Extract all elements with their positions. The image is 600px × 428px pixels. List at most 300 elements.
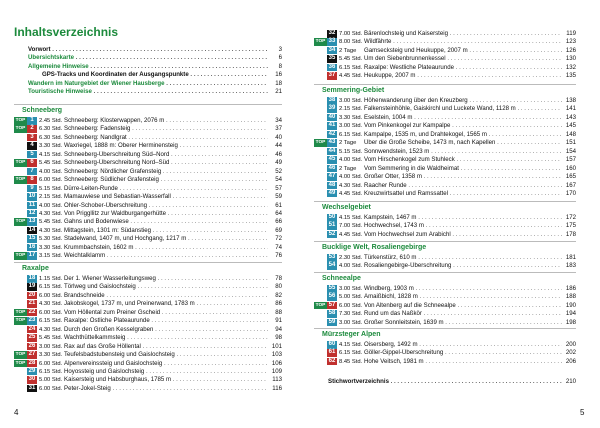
route-number-badge: 49 (328, 189, 336, 196)
toc-entry[interactable] (314, 72, 576, 80)
toc-entry[interactable] (314, 47, 576, 55)
route-duration: 6.15 Std. (39, 284, 63, 291)
route-duration: 2.15 Std. (339, 106, 363, 113)
route-duration: 5.15 Std. (339, 148, 363, 155)
route-number-badge: 62 (328, 357, 336, 364)
route-number-badge: 26 (28, 342, 36, 349)
route-name: Schneeberg: Klosterwappen, 2076 m . . . (64, 117, 268, 125)
route-number-badge: 29 (28, 367, 36, 374)
toc-entry[interactable] (14, 218, 282, 226)
route-number-badge: 14 (28, 226, 36, 233)
toc-entry[interactable] (314, 319, 576, 327)
toc-entry[interactable] (14, 80, 282, 88)
page-ref: 190 (562, 302, 576, 310)
route-name: Waxriegel, 1888 m: Oberer Herminensteig . . . (64, 142, 268, 150)
route-duration: 6.00 Std. (39, 177, 63, 184)
toc-entry[interactable] (14, 283, 282, 291)
route-duration: 8.00 Std. (339, 39, 363, 46)
route-name: Der 1. Wiener Wasserleitungsweg . . . (64, 275, 268, 283)
route-number-badge: 47 (328, 173, 336, 180)
top-badge: TOP (15, 352, 26, 358)
route-number-badge: 27 (28, 351, 36, 358)
page-ref: 80 (268, 283, 282, 291)
route-name: Kreuzwirtsattel und Ramssattel . . . (364, 190, 562, 198)
page-ref: 8 (268, 63, 282, 71)
toc-entry[interactable] (14, 168, 282, 176)
top-badge: TOP (15, 219, 26, 225)
route-name: Weichtalklamm . . . (64, 252, 268, 260)
page-ref: 16 (268, 71, 282, 79)
page-ref: 175 (562, 222, 576, 230)
route-name: Hohe Veitsch, 1981 m . . . (364, 358, 562, 366)
route-number-badge: 51 (328, 222, 336, 229)
route-duration: 3.30 Std. (339, 114, 363, 121)
page-ref: 206 (562, 358, 576, 366)
page-ref: 78 (268, 275, 282, 283)
toc-entry[interactable] (14, 134, 282, 142)
route-duration: 3.00 Std. (339, 319, 363, 326)
toc-entry[interactable] (14, 227, 282, 235)
route-duration: 6.00 Std. (39, 292, 63, 299)
toc-entry[interactable] (14, 376, 282, 384)
route-number-badge: 54 (328, 262, 336, 269)
route-name: Mamauwiese und Sebastian-Wasserfall . . . (64, 193, 268, 201)
route-name: Alpenvereinssteig und Gaislochsteig . . . (64, 360, 268, 368)
page-ref: 210 (562, 378, 576, 386)
route-number-badge: 58 (328, 310, 336, 317)
route-name: Rax auf das Große Höllental . . . (64, 343, 268, 351)
page-ref: 200 (562, 341, 576, 349)
section-divider (14, 262, 282, 263)
page-ref: 49 (268, 159, 282, 167)
route-duration: 7.30 Std. (339, 311, 363, 318)
toc-entry[interactable] (314, 222, 576, 230)
page-ref: 123 (562, 38, 576, 46)
route-name: Rund um das Naßkör . . . (364, 310, 562, 318)
page-ref: 202 (562, 349, 576, 357)
page-ref: 6 (268, 54, 282, 62)
route-duration: 5.00 Std. (39, 377, 63, 384)
route-duration: 4.30 Std. (39, 301, 63, 308)
route-duration: 3.30 Std. (39, 244, 63, 251)
toc-entry[interactable] (14, 368, 282, 376)
route-duration: 6.00 Std. (39, 360, 63, 367)
route-name: Schneeberg-Überschreitung Süd–Nord . . . (64, 151, 268, 159)
route-number-badge: 28 (28, 359, 36, 366)
page-ref: 154 (562, 148, 576, 156)
route-name: Wachthüttelkammsteig . . . (64, 334, 268, 342)
route-name: Brandschneide . . . (64, 292, 268, 300)
page-ref: 186 (562, 285, 576, 293)
page-ref: 52 (268, 168, 282, 176)
entry-label: Wandern im Naturgebiet der Wiener Hausberge . . . (28, 80, 268, 88)
route-duration: 6.15 Std. (339, 131, 363, 138)
route-name: Amaißbichl, 1828 m . . . (364, 293, 562, 301)
route-name: Kaisersteig und Habsburghaus, 1785 m . . . (64, 376, 268, 384)
page-ref: 165 (562, 173, 576, 181)
toc-entry[interactable] (14, 142, 282, 150)
route-duration: 5.45 Std. (39, 335, 63, 342)
route-name: Teufelsbadstubensteig und Gaislochsteig . . . (64, 351, 268, 359)
page-ref: 143 (562, 114, 576, 122)
route-duration: 4.30 Std. (39, 326, 63, 333)
page-ref: 21 (268, 88, 282, 96)
page-ref: 18 (268, 80, 282, 88)
route-number-badge: 12 (28, 209, 36, 216)
toc-entry[interactable] (314, 122, 576, 130)
toc-entry[interactable] (314, 182, 576, 190)
toc-entry[interactable] (314, 55, 576, 63)
route-number-badge: 24 (28, 325, 36, 332)
toc-entry[interactable] (14, 235, 282, 243)
route-duration: 3.15 Std. (39, 253, 63, 260)
top-badge: TOP (15, 360, 26, 366)
route-name: Sonnwendstein, 1523 m . . . (364, 148, 562, 156)
page-ref: 119 (562, 30, 576, 38)
page-ref: 59 (268, 193, 282, 201)
route-duration: 5.45 Std. (39, 160, 63, 167)
route-name: Heukuppe, 2007 m . . . (364, 72, 562, 80)
route-number-badge: 21 (28, 300, 36, 307)
top-badge: TOP (315, 39, 326, 45)
toc-entry[interactable] (314, 131, 576, 139)
route-duration: 5.15 Std. (39, 185, 63, 192)
route-number-badge: 55 (328, 285, 336, 291)
route-duration: 6.00 Std. (39, 385, 63, 392)
route-duration: 5.00 Std. (339, 294, 363, 301)
page-ref: 141 (562, 105, 576, 113)
toc-entry[interactable] (314, 293, 576, 301)
route-number-badge: 23 (28, 317, 36, 324)
route-name: Eselstein, 1004 m . . . (364, 114, 562, 122)
toc-entry[interactable] (14, 317, 282, 325)
route-number-badge: 44 (328, 147, 336, 154)
page-ref: 101 (268, 343, 282, 351)
route-duration: 6.15 Std. (39, 368, 63, 375)
section-heading: Bucklige Welt, Rosaliengebirge (322, 244, 427, 251)
section-divider (314, 201, 576, 202)
route-name: Schneeberg-Überschreitung Nord–Süd . . . (64, 159, 268, 167)
page-ref: 198 (562, 319, 576, 327)
route-name: Über die Große Scheibe, 1473 m, nach Kapellen . . . (364, 139, 562, 147)
toc-entry[interactable] (14, 176, 282, 184)
index-entry[interactable] (314, 378, 576, 386)
toc-entry[interactable] (314, 349, 576, 357)
route-duration: 4.30 Std. (339, 182, 363, 189)
toc-entry[interactable] (314, 97, 576, 105)
route-name: Vom Hirschenkogel zum Stuhleck . . . (364, 156, 562, 164)
toc-entry[interactable] (14, 63, 282, 71)
route-duration: 2.30 Std. (339, 255, 363, 261)
page-ref: 181 (562, 254, 576, 262)
page-ref: 160 (562, 165, 576, 173)
route-name: Schneeberg: Nandlgrat . . . (64, 134, 268, 142)
toc-entry[interactable] (314, 262, 576, 270)
route-duration: 6.15 Std. (339, 350, 363, 357)
route-duration: 3.00 Std. (339, 98, 363, 104)
route-duration: 2 Tage (339, 165, 357, 172)
page-ref: 106 (268, 360, 282, 368)
section-divider (314, 241, 576, 242)
route-duration: 7.00 Std. (339, 223, 363, 230)
route-number-badge: 53 (328, 254, 336, 260)
section-divider (14, 104, 282, 105)
toc-entry[interactable] (14, 334, 282, 342)
toc-entry[interactable] (314, 254, 576, 262)
toc-entry[interactable] (14, 193, 282, 201)
route-name: Krummbachstein, 1602 m . . . (64, 244, 268, 252)
route-number-badge: 13 (28, 218, 36, 225)
page-number-right: 5 (580, 408, 585, 417)
toc-entry[interactable] (314, 30, 576, 38)
route-duration: 2 Tage (339, 47, 357, 54)
route-duration: 4.15 Std. (39, 151, 63, 158)
route-duration: 4.15 Std. (339, 342, 363, 348)
route-number-badge: 34 (328, 46, 336, 53)
route-name: Göller-Gippel-Überschreitung . . . (364, 349, 562, 357)
route-duration: 1.15 Std. (39, 276, 63, 282)
toc-entry[interactable] (314, 64, 576, 72)
page-ref: 170 (562, 190, 576, 198)
route-number-badge: 7 (27, 168, 37, 176)
toc-entry[interactable] (14, 88, 282, 96)
toc-entry[interactable] (14, 125, 282, 133)
toc-entry[interactable] (314, 165, 576, 173)
toc-entry[interactable] (314, 114, 576, 122)
page-ref: 98 (268, 334, 282, 342)
toc-entry[interactable] (314, 214, 576, 222)
route-duration: 6.30 Std. (39, 134, 63, 141)
route-number-badge: 22 (28, 308, 36, 315)
entry-label: Allgemeine Hinweise . . . (28, 63, 268, 71)
route-duration: 4.15 Std. (339, 215, 363, 221)
route-number-badge: 42 (328, 130, 336, 137)
toc-entry[interactable] (314, 38, 576, 46)
page-ref: 148 (562, 131, 576, 139)
route-name: Stadelwand, 1407 m, und Hochgang, 1217 m . . . (64, 235, 268, 243)
section-heading: Semmering-Gebiet (322, 87, 385, 94)
route-number-badge: 35 (328, 55, 336, 62)
toc-entry[interactable] (14, 159, 282, 167)
page-ref: 172 (562, 214, 576, 222)
route-number-badge: 59 (328, 318, 336, 325)
route-name: Vom Semmering in die Waldheimat . . . (364, 165, 562, 173)
toc-entry[interactable] (14, 343, 282, 351)
route-name: Vom Höllental zum Preiner Gscheid . . . (64, 309, 268, 317)
toc-entry[interactable] (14, 385, 282, 393)
toc-entry[interactable] (314, 358, 576, 366)
route-duration: 4.00 Std. (339, 157, 363, 164)
route-duration: 4.45 Std. (339, 73, 363, 80)
route-number-badge: 10 (28, 193, 36, 200)
page-ref: 72 (268, 235, 282, 243)
route-number-badge: 30 (28, 376, 36, 383)
route-duration: 3.00 Std. (39, 343, 63, 350)
toc-entry[interactable] (314, 173, 576, 181)
toc-entry[interactable] (14, 244, 282, 252)
toc-entry[interactable] (14, 275, 282, 283)
top-badge: TOP (15, 177, 26, 183)
toc-entry[interactable] (14, 210, 282, 218)
route-number-badge: 19 (28, 283, 36, 290)
route-number-badge: 25 (28, 334, 36, 341)
route-number-badge: 5 (27, 151, 37, 159)
page-ref: 69 (268, 227, 282, 235)
route-number-badge: 36 (328, 63, 336, 70)
section-divider (314, 84, 576, 85)
top-badge: TOP (15, 318, 26, 324)
route-number-badge: 2 (27, 125, 37, 133)
route-name: Peter-Jokel-Steig . . . (64, 385, 268, 393)
route-number-badge: 37 (328, 72, 336, 79)
toc-entry[interactable] (314, 190, 576, 198)
page-ref: 145 (562, 122, 576, 130)
top-badge: TOP (315, 140, 326, 146)
route-number-badge: 52 (328, 230, 336, 237)
route-duration: 8.45 Std. (339, 358, 363, 365)
route-name: Raxalpe: Östliche Plateaurunde . . . (64, 317, 268, 325)
page-ref: 91 (268, 317, 282, 325)
toc-entry[interactable] (14, 185, 282, 193)
page-ref: 64 (268, 210, 282, 218)
route-number-badge: 4 (27, 142, 37, 150)
page-ref: 113 (268, 376, 282, 384)
route-number-badge: 3 (27, 134, 37, 142)
section-heading: Mürzsteger Alpen (322, 331, 381, 338)
route-number-badge: 46 (328, 164, 336, 171)
route-name: Durch den Großen Kesselgraben . . . (64, 326, 268, 334)
toc-entry[interactable] (314, 105, 576, 113)
route-duration: 4.30 Std. (39, 210, 63, 217)
route-number-badge: 38 (328, 97, 336, 103)
route-name: Wildfährte . . . (364, 38, 562, 46)
page-ref: 157 (562, 156, 576, 164)
route-duration: 5.30 Std. (39, 236, 63, 243)
page-number-left: 4 (14, 408, 19, 417)
top-badge: TOP (15, 253, 26, 259)
route-duration: 5.45 Std. (39, 219, 63, 226)
toc-entry[interactable] (314, 231, 576, 239)
section-heading: Schneealpe (322, 275, 361, 282)
route-number-badge: 43 (328, 139, 336, 146)
page-ref: 34 (268, 117, 282, 125)
route-duration: 2 Tage (339, 140, 357, 147)
toc-entry[interactable] (14, 46, 282, 54)
section-heading: Wechselgebiet (322, 204, 371, 211)
toc-entry[interactable] (14, 309, 282, 317)
route-number-badge: 8 (27, 176, 37, 184)
route-name: Windberg, 1903 m . . . (364, 285, 562, 293)
page-ref: 132 (562, 64, 576, 72)
section-heading: Raxalpe (22, 265, 49, 272)
section-divider (314, 328, 576, 329)
route-name: Falkensteinhöhle, Gaiskirchl und Luckete Wand, 1128 m . . . (364, 105, 562, 113)
page-ref: 116 (268, 385, 282, 393)
route-duration: 6.00 Std. (39, 309, 63, 316)
right-page (308, 0, 576, 428)
route-duration: 4.00 Std. (339, 174, 363, 181)
toc-entry[interactable] (14, 351, 282, 359)
page-ref: 194 (562, 310, 576, 318)
top-badge: TOP (15, 160, 26, 166)
route-duration: 2.45 Std. (39, 118, 63, 124)
route-name: Großer Sonnleitstein, 1639 m . . . (364, 319, 562, 327)
toc-entry[interactable] (14, 54, 282, 62)
toc-entry[interactable] (314, 139, 576, 147)
top-badge: TOP (15, 118, 26, 123)
route-name: Großer Otter, 1358 m . . . (364, 173, 562, 181)
route-number-badge: 60 (328, 341, 336, 347)
route-duration: 4.00 Std. (39, 202, 63, 209)
toc-entry[interactable] (14, 252, 282, 260)
route-duration: 4.00 Std. (339, 263, 363, 270)
route-name: Schneeberg: Fadensteig . . . (64, 125, 268, 133)
route-name: Törlweg und Gaislochsteig . . . (64, 283, 268, 291)
route-number-badge: 56 (328, 293, 336, 300)
toc-entry[interactable] (14, 71, 282, 79)
route-name: Öhler-Schober-Überschreitung . . . (64, 202, 268, 210)
left-page (8, 0, 282, 428)
entry-label: Stichwortverzeichnis . . . (328, 378, 562, 386)
page-ref: 135 (562, 72, 576, 80)
route-name: Kampstein, 1467 m . . . (364, 214, 562, 222)
toc-entry[interactable] (14, 292, 282, 300)
page-ref: 40 (268, 134, 282, 142)
route-name: Schneeberg: Nördlicher Grafensteig . . . (64, 168, 268, 176)
route-duration: 4.45 Std. (339, 231, 363, 238)
toc-entry[interactable] (314, 310, 576, 318)
toc-entry[interactable] (14, 326, 282, 334)
route-duration: 4.30 Std. (39, 227, 63, 234)
route-number-badge: 18 (28, 275, 36, 281)
route-name: Raacher Runde . . . (364, 182, 562, 190)
page-title: Inhaltsverzeichnis (14, 25, 119, 39)
route-name: Schneeberg: Südlicher Grafensteig . . . (64, 176, 268, 184)
page-ref: 74 (268, 244, 282, 252)
section-divider (314, 272, 576, 273)
page-ref: 130 (562, 55, 576, 63)
page-ref: 82 (268, 292, 282, 300)
page-ref: 76 (268, 252, 282, 260)
route-number-badge: 31 (28, 384, 36, 391)
page-ref: 88 (268, 309, 282, 317)
page-ref: 183 (562, 262, 576, 270)
route-name: Dürre-Leiten-Runde . . . (64, 185, 268, 193)
toc-entry[interactable] (314, 285, 576, 293)
route-name: Vom Pinkenkogel zur Kampalpe . . . (364, 122, 562, 130)
page-ref: 126 (562, 47, 576, 55)
route-number-badge: 1 (27, 117, 37, 125)
route-name: Um den Siebenbrunnenkessel . . . (364, 55, 562, 63)
route-name: Rosaliengebirge-Überschreitung . . . (364, 262, 562, 270)
page-ref: 94 (268, 326, 282, 334)
top-badge: TOP (15, 126, 26, 132)
toc-entry[interactable] (314, 148, 576, 156)
toc-entry[interactable] (14, 360, 282, 368)
toc-entry[interactable] (14, 151, 282, 159)
toc-entry[interactable] (14, 117, 282, 125)
route-duration: 3.00 Std. (339, 286, 363, 292)
route-number-badge: 57 (328, 301, 336, 308)
toc-entry[interactable] (314, 156, 576, 164)
toc-entry[interactable] (314, 302, 576, 310)
toc-entry[interactable] (314, 341, 576, 349)
toc-entry[interactable] (14, 202, 282, 210)
page-ref: 66 (268, 218, 282, 226)
route-number-badge: 50 (328, 214, 336, 220)
route-name: Gamsecksteig und Heukuppe, 2007 m . . . (364, 47, 562, 55)
toc-entry[interactable] (14, 300, 282, 308)
